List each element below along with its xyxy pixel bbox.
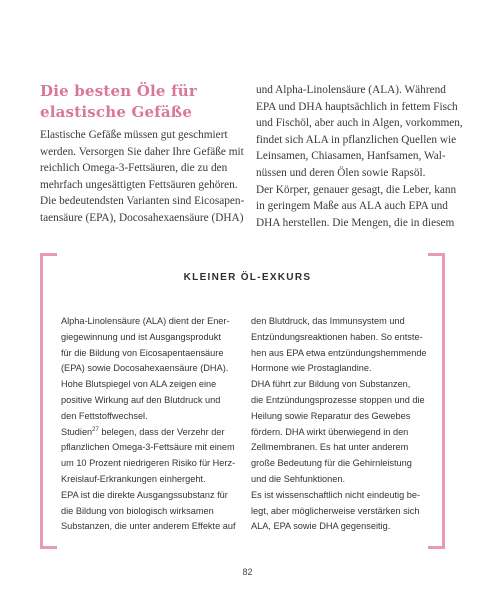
text-line: ALA, EPA sowie DHA gegenseitig. bbox=[251, 521, 391, 532]
text-line: den Fettstoffwechsel. bbox=[61, 410, 148, 421]
text-line: die Entzündungsprozesse stoppen und die bbox=[251, 394, 425, 405]
text-line: DHA führt zur Bildung von Substanzen, bbox=[251, 379, 411, 390]
text-line: taensäure (EPA), Docosahexaensäure (DHA) bbox=[40, 211, 244, 224]
text-line: werden. Versorgen Sie daher Ihre Gefäße mit bbox=[40, 145, 244, 158]
box-left-column bbox=[61, 314, 241, 535]
text-line: Zellmembranen. Es hat unter anderem bbox=[251, 442, 409, 453]
text-line: (EPA) sowie Docosahexaensäure (DHA). bbox=[61, 363, 229, 374]
article-left-column bbox=[40, 127, 245, 227]
text-line: DHA herstellen. Die Mengen, die in diesem bbox=[256, 216, 455, 229]
text-line: Entzündungsreaktionen haben. So entste- bbox=[251, 331, 423, 342]
text-line: Substanzen, die unter anderem Effekte auf bbox=[61, 521, 236, 532]
text-line: reichlich Omega-3-Fettsäuren, die zu den bbox=[40, 162, 228, 175]
text-line: nüssen und deren Ölen sowie Rapsöl. bbox=[256, 166, 426, 179]
text-line: in geringem Maße aus ALA auch EPA und bbox=[256, 200, 448, 213]
text-line: den Blutdruck, das Immunsystem und bbox=[251, 316, 405, 326]
text-line: Leinsamen, Chiasamen, Hanfsamen, Wal- bbox=[256, 150, 446, 163]
text-line: Elastische Gefäße müssen gut geschmiert bbox=[40, 129, 228, 141]
heading-line: elastische Gefäße bbox=[40, 103, 193, 121]
text-line: EPA ist die direkte Ausgangssubstanz für bbox=[61, 489, 228, 500]
text-line: um 10 Prozent niedrigeren Risiko für Herz- bbox=[61, 458, 236, 469]
text-line: Heilung sowie Reparatur des Gewebes bbox=[251, 410, 411, 421]
heading-line: Die besten Öle für bbox=[40, 82, 197, 100]
text-line: hen aus EPA etwa entzündungshemmende bbox=[251, 347, 427, 358]
text-line: große Bedeutung für die Gehirnleistung bbox=[251, 458, 412, 469]
box-title: KLEINER ÖL-EXKURS bbox=[183, 272, 312, 283]
text-line: Die bedeutendsten Varianten sind Eicosapen- bbox=[40, 195, 245, 208]
studies-rest: belegen, dass der Verzehr der bbox=[98, 426, 225, 437]
text-line: legt, aber möglicherweise verstärken sich bbox=[251, 505, 420, 516]
text-line: die Bildung von biologisch wirksamen bbox=[61, 505, 214, 516]
studies-word: Studien bbox=[61, 426, 93, 437]
text-line: positive Wirkung auf den Blutdruck und bbox=[61, 394, 221, 405]
text-line: Alpha-Linolensäure (ALA) dient der Ener- bbox=[61, 316, 230, 326]
page-number: 82 bbox=[242, 567, 253, 577]
footnote-reference: 27 bbox=[92, 426, 99, 433]
text-line: Es ist wissenschaftlich nicht eindeutig be- bbox=[251, 489, 421, 500]
text-line: fördern. DHA wirkt überwiegend in den bbox=[251, 426, 409, 437]
text-line: Hohe Blutspiegel von ALA zeigen eine bbox=[61, 379, 217, 390]
text-line: Hormone wie Prostaglandine. bbox=[251, 363, 372, 374]
text-line: Der Körper, genauer gesagt, die Leber, kann bbox=[256, 183, 457, 196]
text-line: EPA und DHA hauptsächlich in fettem Fisch bbox=[256, 100, 458, 113]
text-line: findet sich ALA in pflanzlichen Quellen wie bbox=[256, 133, 457, 146]
article-right-column bbox=[256, 82, 461, 231]
box-right-column bbox=[251, 314, 431, 535]
text-line: pflanzlichen Omega-3-Fettsäure mit einem bbox=[61, 442, 235, 453]
text-line: mehrfach ungesättigten Fettsäuren gehören. bbox=[40, 178, 238, 191]
text-line: Kreislauf-Erkrankungen einhergeht. bbox=[61, 473, 206, 484]
text-line: für die Bildung von Eicosapentaensäure bbox=[61, 347, 224, 358]
box-left-bracket bbox=[40, 253, 57, 549]
text-line-studies bbox=[61, 425, 241, 441]
text-line: und die Sehfunktionen. bbox=[251, 473, 345, 484]
text-line: und Alpha-Linolensäure (ALA). Während bbox=[256, 84, 446, 96]
text-line: und Fischöl, aber auch in Algen, vorkommen, bbox=[256, 117, 463, 130]
text-line: giegewinnung und ist Ausgangsprodukt bbox=[61, 331, 221, 342]
section-heading bbox=[40, 81, 240, 123]
